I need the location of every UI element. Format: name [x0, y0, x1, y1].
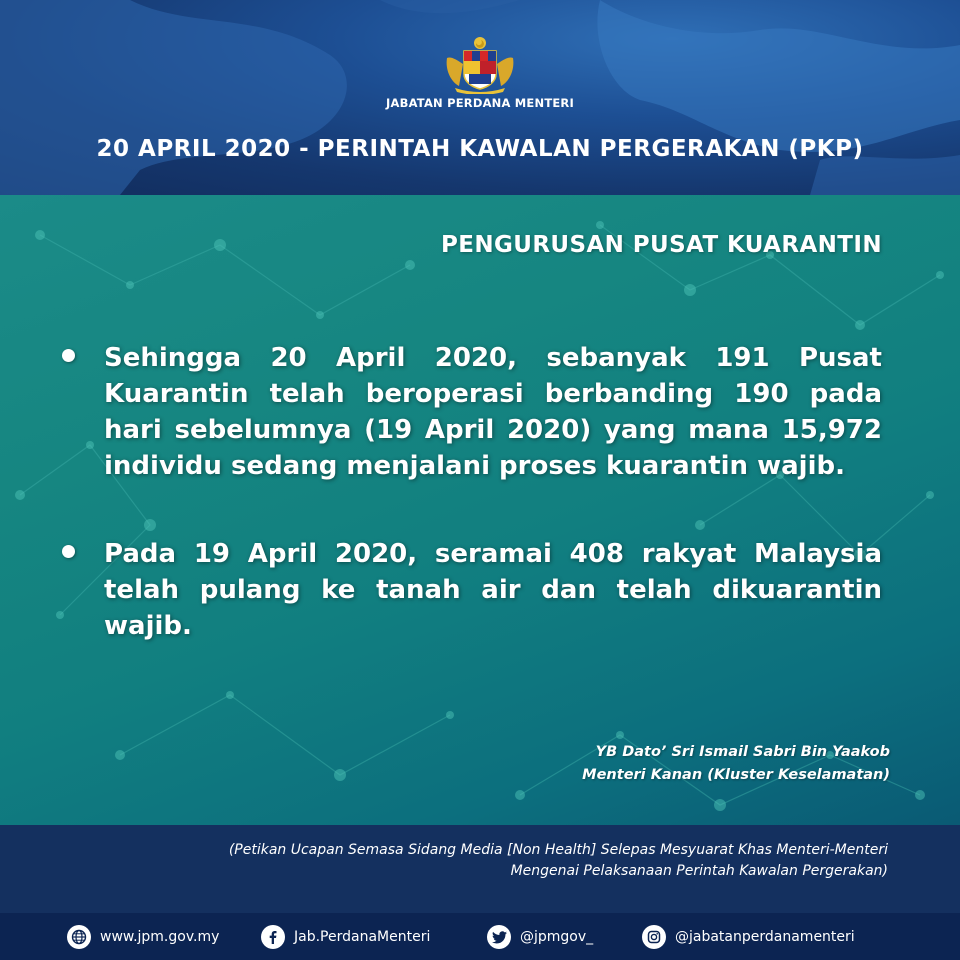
instagram-label: @jabatanperdanamenteri	[675, 929, 855, 945]
social-footer	[0, 913, 960, 960]
agency-name: JABATAN PERDANA MENTERI	[386, 96, 574, 110]
network-pattern-background	[0, 195, 960, 825]
header-banner	[0, 0, 960, 195]
section-title: PENGURUSAN PUSAT KUARANTIN	[440, 232, 882, 258]
facebook-icon	[261, 925, 285, 949]
globe-icon	[67, 925, 91, 949]
twitter-label: @jpmgov_	[520, 929, 594, 945]
header-title: 20 APRIL 2020 - PERINTAH KAWALAN PERGERAKAN (PKP)	[96, 136, 864, 162]
facebook-label: Jab.PerdanaMenteri	[294, 929, 431, 945]
instagram-icon	[642, 925, 666, 949]
malaysia-coat-of-arms-logo	[441, 34, 519, 94]
source-note-band	[0, 825, 960, 913]
speaker-role: Menteri Kanan (Kluster Keselamatan)	[582, 767, 890, 783]
facebook-link[interactable]	[261, 924, 430, 950]
source-note-line: Mengenai Pelaksanaan Perintah Kawalan Pergerakan)	[510, 863, 888, 879]
source-note-line: (Petikan Ucapan Semasa Sidang Media [Non Health] Selepas Mesyuarat Khas Menteri-Menteri	[228, 842, 888, 858]
website-label: www.jpm.gov.my	[100, 929, 220, 945]
instagram-link[interactable]	[642, 924, 855, 950]
twitter-link[interactable]	[487, 924, 593, 950]
bullet-text: Pada 19 April 2020, seramai 408 rakyat Malaysia telah pulang ke tanah air dan telah dikuarantin wajib.	[104, 539, 882, 641]
bullet-text: Sehingga 20 April 2020, sebanyak 191 Pusat Kuarantin telah beroperasi berbanding 190 pada hari sebelumnya (19 April 2020) yang mana 15,972 individu sedang menjalani proses kuarantin wajib.	[104, 343, 882, 481]
speaker-name: YB Dato’ Sri Ismail Sabri Bin Yaakob	[595, 744, 890, 760]
bullet-dot-icon	[62, 545, 75, 558]
website-link[interactable]	[67, 924, 219, 950]
twitter-icon	[487, 925, 511, 949]
content-panel	[0, 195, 960, 825]
bullet-dot-icon	[62, 349, 75, 362]
